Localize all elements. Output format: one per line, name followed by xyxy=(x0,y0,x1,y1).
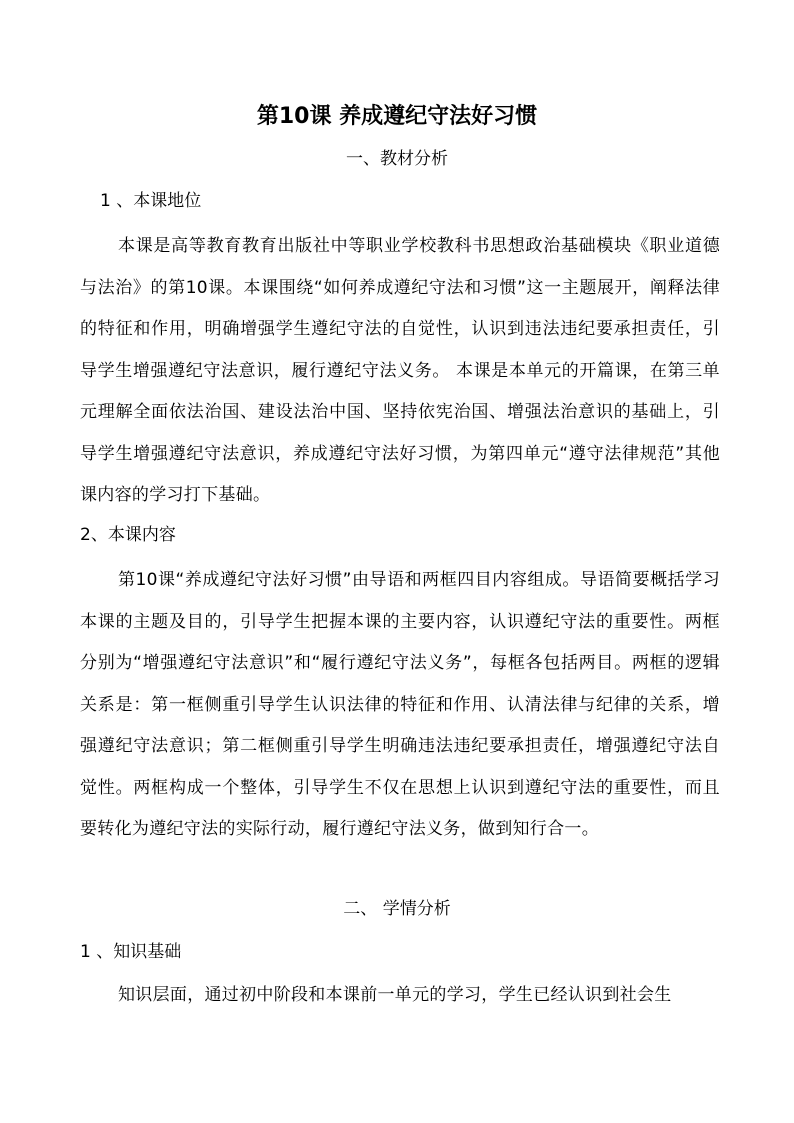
paragraph-lesson-position: 本课是高等教育教育出版社中等职业学校教科书思想政治基础模块《职业道德与法治》的第10课。本课围绕“如何养成遵纪守法和习惯”这一主题展开，阐释法律的特征和作用，明确增强学生遵纪守法的自觉性，认识到违法违纪要承担责任，引导学生增强遵纪守法意识，履行遵纪守法义务。 本课是本单元的开篇课，在第三单元理解全面依法治国、建设法治中国、坚持依宪治国、增强法治意识的基础上，引导学生增强遵纪守法意识，养成遵纪守法好习惯，为第四单元“遵守法律规范”其他课内容的学习打下基础。 xyxy=(80,236,720,505)
subheading-lesson-position: 1 、本课地位 xyxy=(100,191,202,211)
document-title: 第10课 养成遵纪守法好习惯 xyxy=(256,104,538,129)
subheading-knowledge-base: 1 、知识基础 xyxy=(80,942,182,962)
section-heading-learner-analysis: 二、 学情分析 xyxy=(343,899,451,919)
section-heading-textbook-analysis: 一、教材分析 xyxy=(346,149,448,169)
paragraph-knowledge-base: 知识层面，通过初中阶段和本课前一单元的学习，学生已经认识到社会生 xyxy=(118,985,672,1005)
subheading-lesson-content: 2、本课内容 xyxy=(80,525,176,545)
paragraph-lesson-content: 第10课“养成遵纪守法好习惯”由导语和两框四目内容组成。导语简要概括学习本课的主题及目的，引导学生把握本课的主要内容，认识遵纪守法的重要性。两框分别为“增强遵纪守法意识”和“履行遵纪守法义务”，每框各包括两目。两框的逻辑关系是：第一框侧重引导学生认识法律的特征和作用、认清法律与纪律的关系，增强遵纪守法意识；第二框侧重引导学生明确违法违纪要承担责任，增强遵纪守法自觉性。两框构成一个整体，引导学生不仅在思想上认识到遵纪守法的重要性，而且要转化为遵纪守法的实际行动，履行遵纪守法义务，做到知行合一。 xyxy=(80,570,720,839)
